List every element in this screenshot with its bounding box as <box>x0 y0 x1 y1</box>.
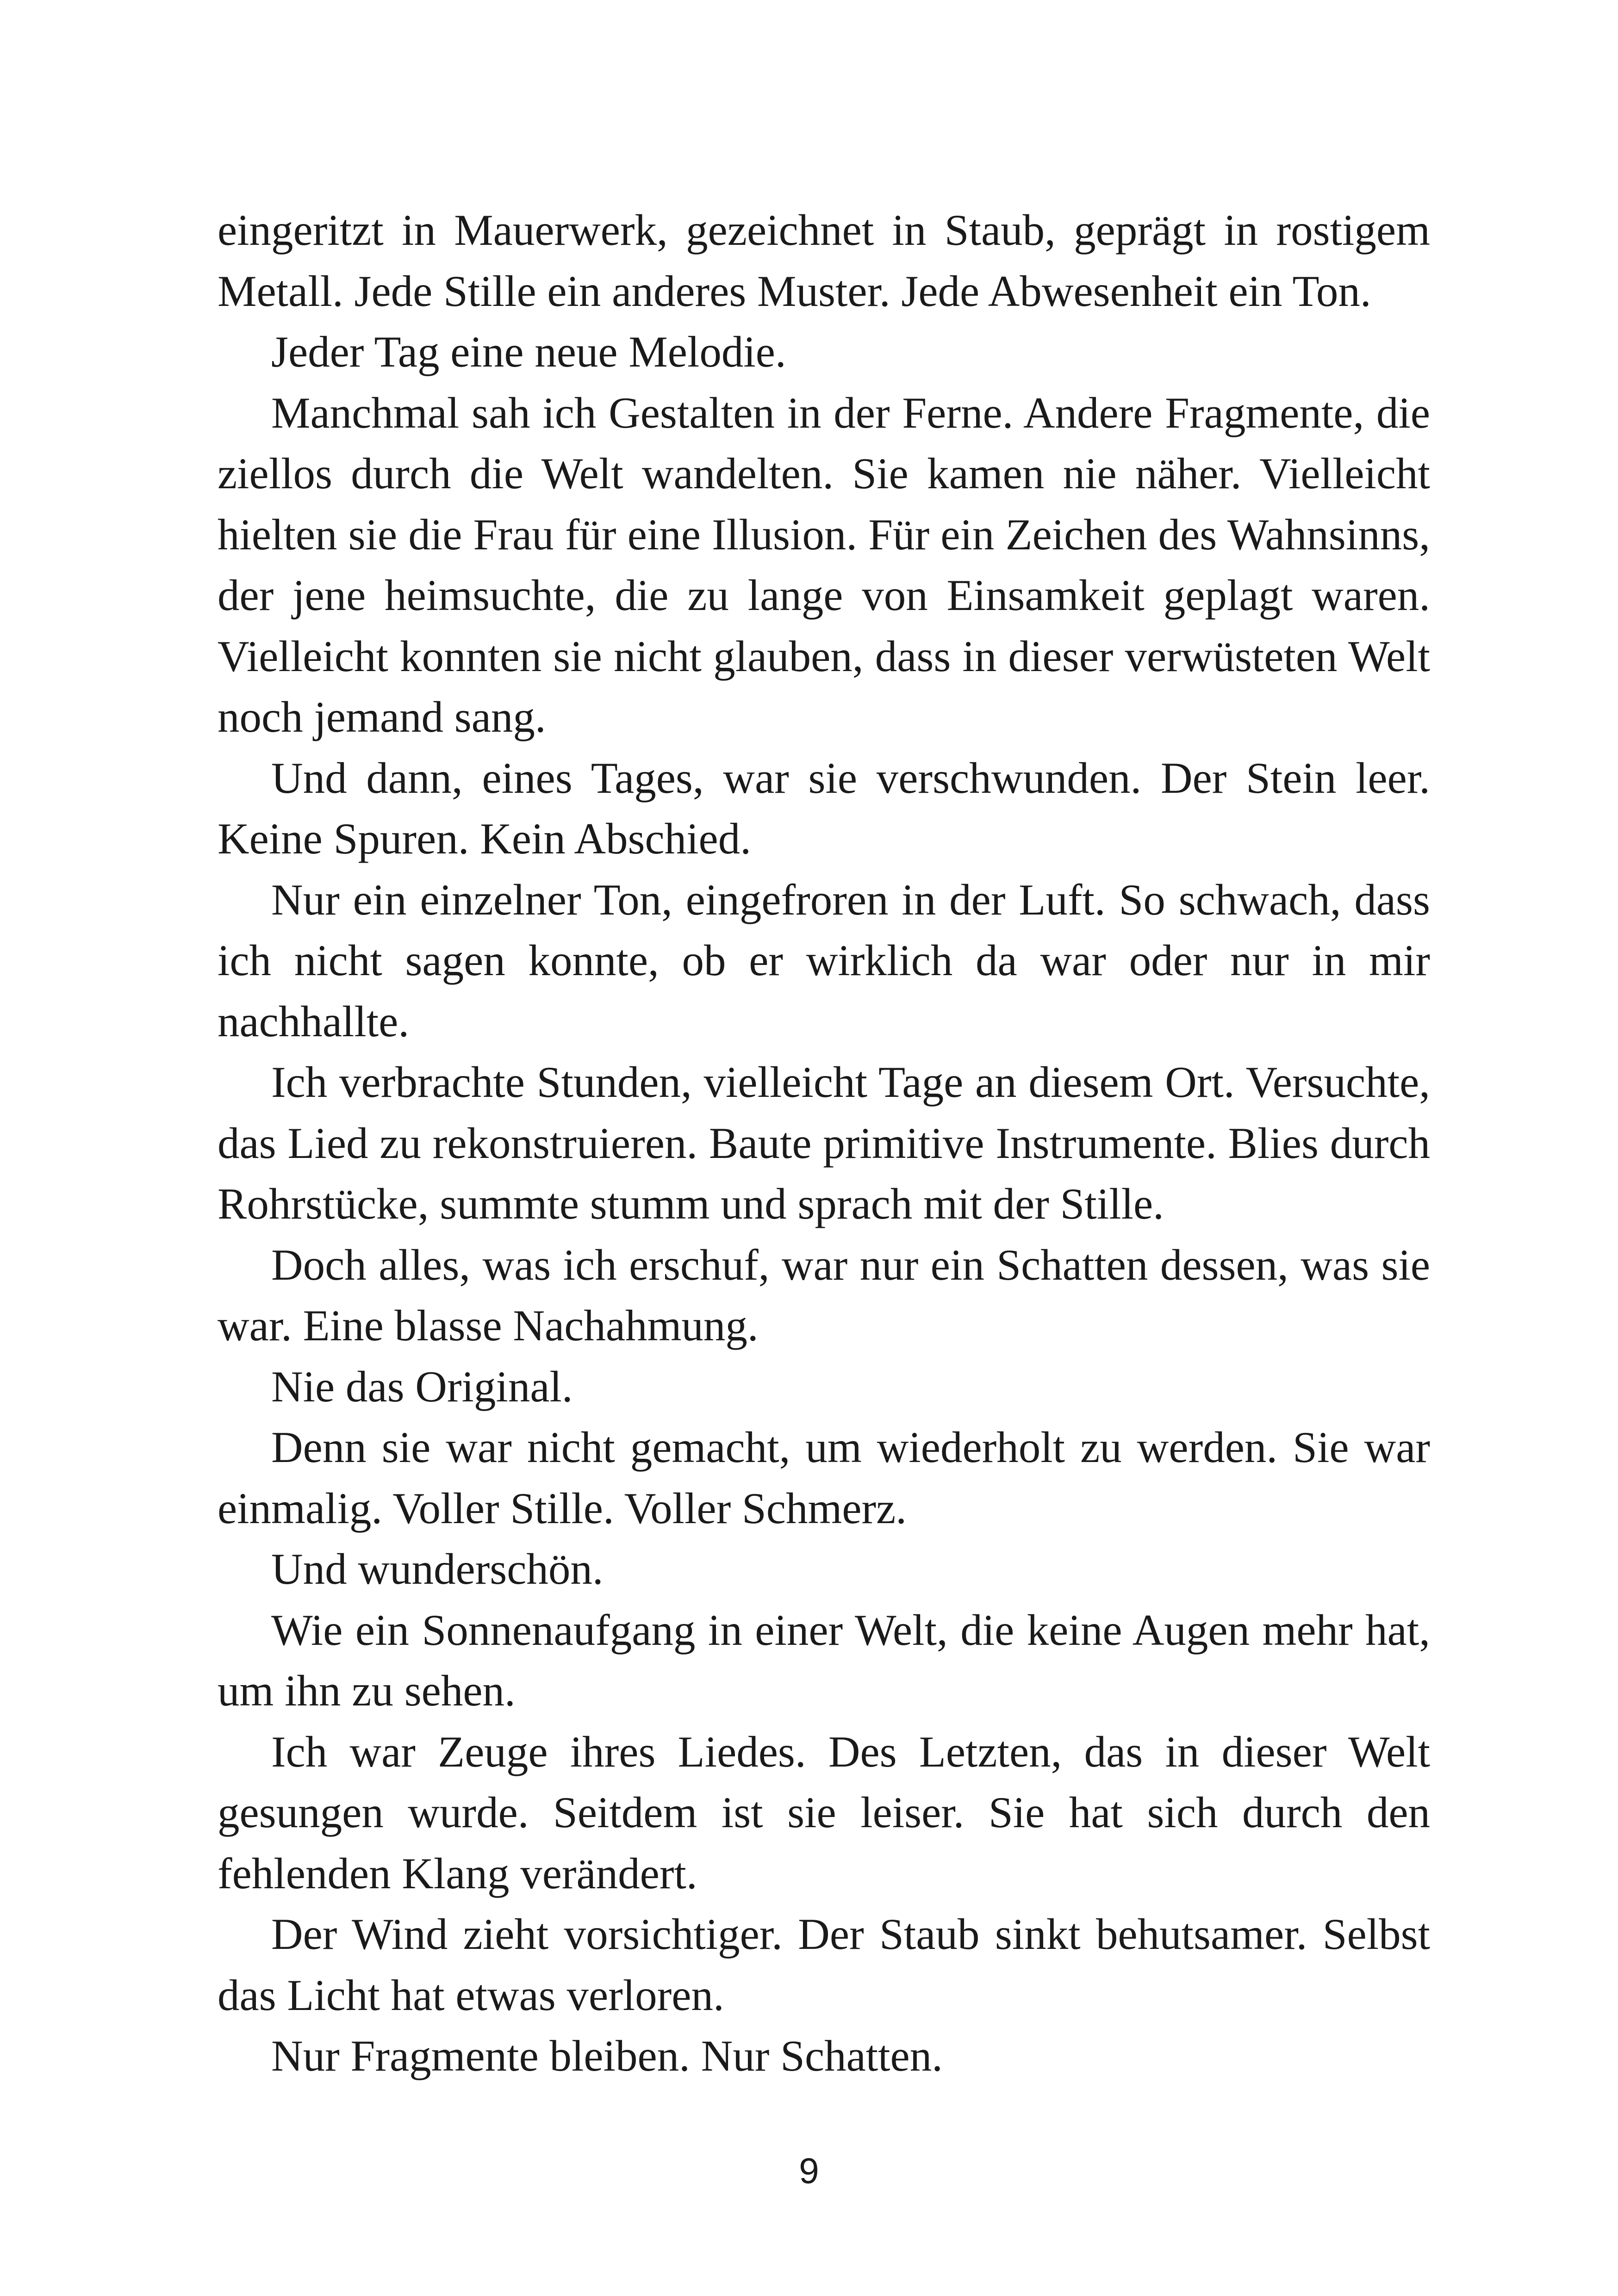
paragraph: Doch alles, was ich erschuf, war nur ein Schatten dessen, was sie war. Eine blasse Nachahmung. <box>218 1240 1430 1350</box>
paragraph: Denn sie war nicht gemacht, um wiederholt zu werden. Sie war einmalig. Voller Stille. Voller Schmerz. <box>218 1423 1430 1533</box>
paragraph: Manchmal sah ich Gestalten in der Ferne. Andere Fragmente, die ziellos durch die Welt wandelten. Sie kamen nie näher. Vielleicht hielten sie die Frau für eine Illusion. Für ein Zeichen des Wahnsinns, der jene heimsuchte, die zu lange von Einsamkeit geplagt waren. Vielleicht konnten sie nicht glauben, dass in dieser verwüsteten Welt noch jemand sang. <box>218 388 1430 741</box>
paragraph: Ich verbrachte Stunden, vielleicht Tage an diesem Ort. Versuchte, das Lied zu rekonstruieren. Baute primitive Instrumente. Blies durch Rohrstücke, summte stumm und sprach mit der Stille. <box>218 1058 1430 1228</box>
paragraph: Jeder Tag eine neue Melodie. <box>271 327 786 376</box>
paragraph: Nie das Original. <box>271 1362 573 1411</box>
paragraph: Wie ein Sonnenaufgang in einer Welt, die keine Augen mehr hat, um ihn zu sehen. <box>218 1605 1430 1715</box>
paragraph: Nur ein einzelner Ton, eingefroren in der Luft. So schwach, dass ich nicht sagen konnte, ob er wirklich da war oder nur in mir nachhallte. <box>218 875 1430 1046</box>
paragraph: Der Wind zieht vorsichtiger. Der Staub sinkt behutsamer. Selbst das Licht hat etwas verloren. <box>218 1910 1430 2020</box>
paragraph: Ich war Zeuge ihres Liedes. Des Letzten, das in dieser Welt gesungen wurde. Seitdem ist sie leiser. Sie hat sich durch den fehlenden Klang verändert. <box>218 1727 1430 1898</box>
paragraph: Und wunderschön. <box>271 1544 604 1593</box>
paragraph-continuation: eingeritzt in Mauerwerk, gezeichnet in Staub, geprägt in rostigem Metall. Jede Stille ein anderes Muster. Jede Abwesenheit ein Ton. <box>218 205 1430 316</box>
paragraph: Nur Fragmente bleiben. Nur Schatten. <box>271 2031 943 2080</box>
page-number: 9 <box>799 2150 819 2191</box>
paragraph: Und dann, eines Tages, war sie verschwunden. Der Stein leer. Keine Spuren. Kein Abschied. <box>218 753 1430 863</box>
body-text <box>218 200 1430 2087</box>
